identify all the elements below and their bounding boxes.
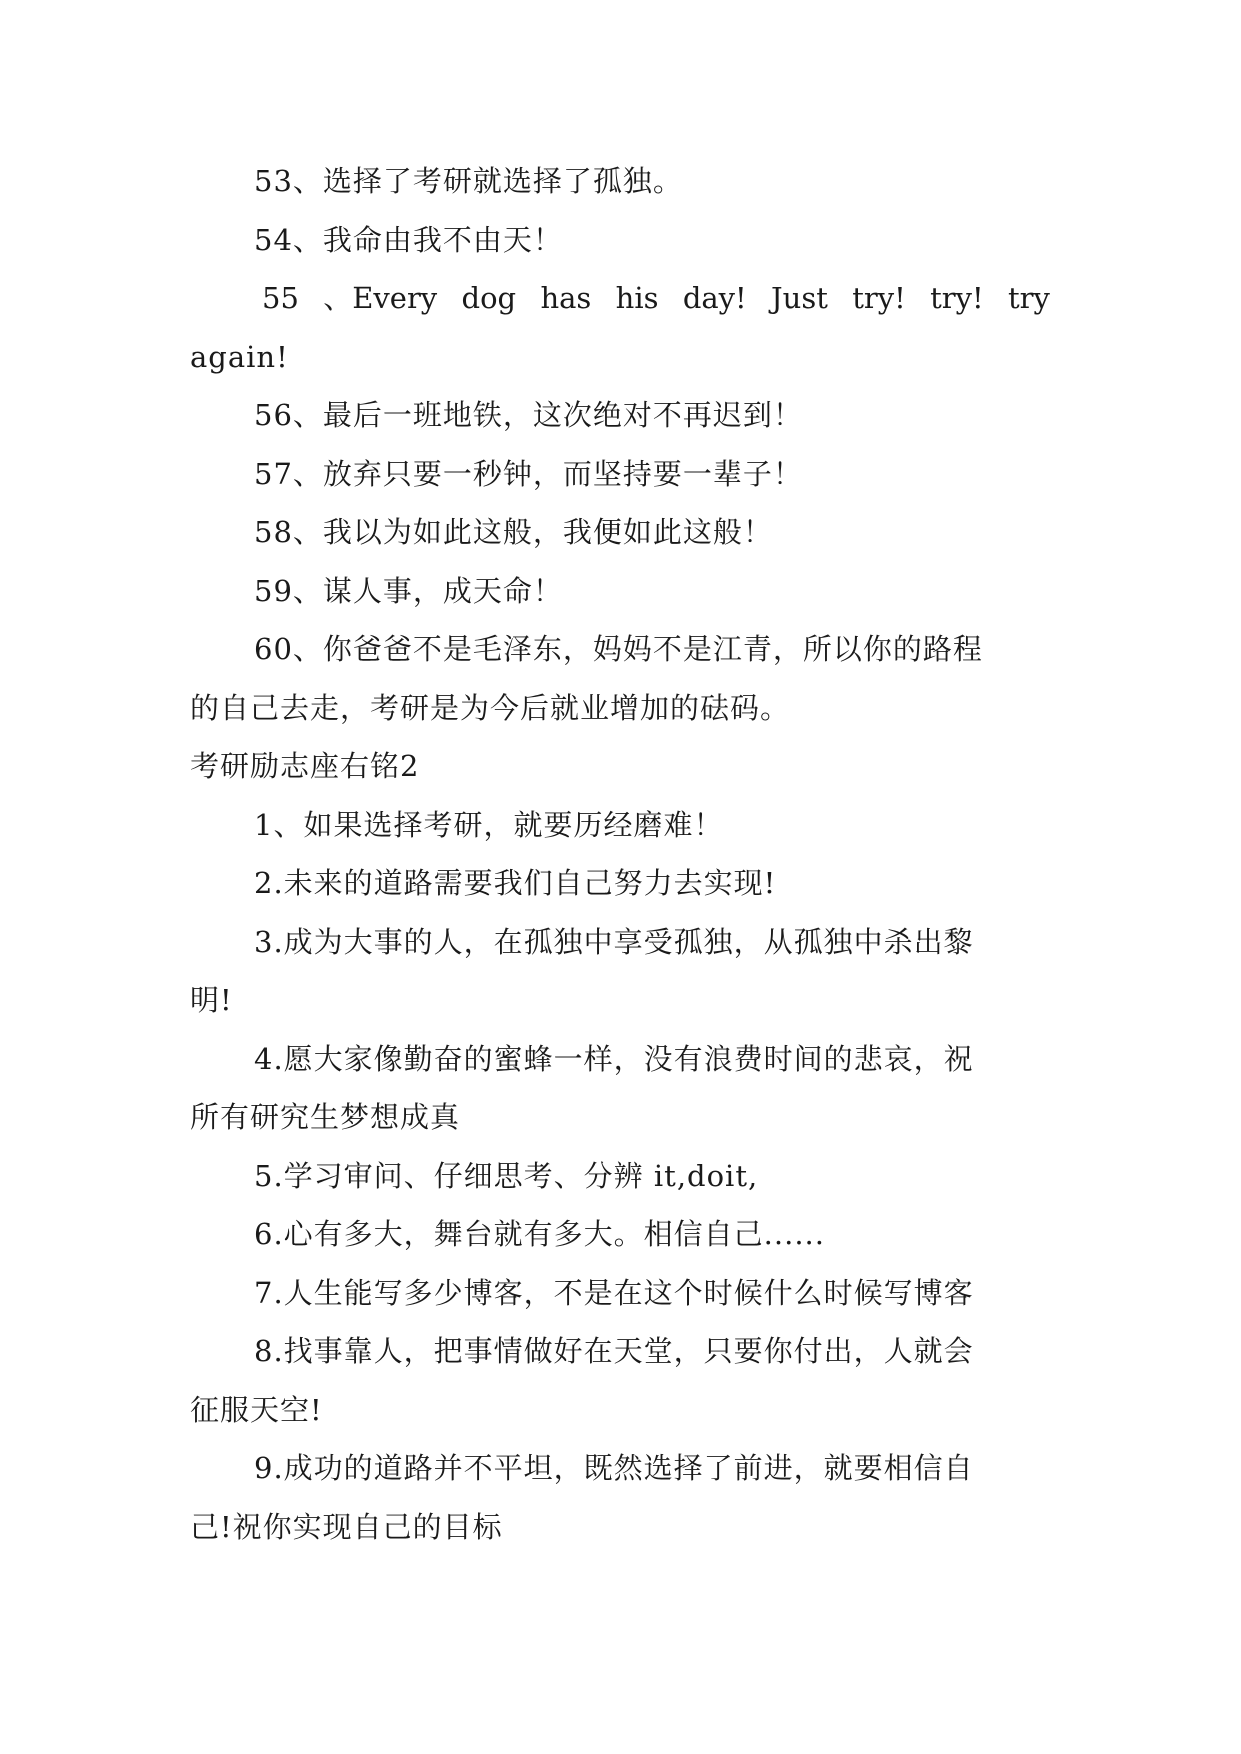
word: 55 — [262, 281, 299, 315]
list-item-53: 53、选择了考研就选择了孤独。 — [254, 164, 683, 198]
word: try! — [930, 281, 984, 315]
list-item-58: 58、我以为如此这般，我便如此这般！ — [254, 515, 773, 549]
word: has — [540, 281, 592, 315]
word: try — [1007, 281, 1050, 315]
list-item-56: 56、最后一班地铁，这次绝对不再迟到！ — [254, 398, 803, 432]
list-item-2: 2.未来的道路需要我们自己努力去实现! — [254, 866, 777, 900]
word: dog — [461, 281, 517, 315]
document-body — [190, 152, 1050, 1556]
list-item-54: 54、我命由我不由天！ — [254, 222, 563, 257]
list-item-9: 9.成功的道路并不平坦，既然选择了前进，就要相信自 — [254, 1451, 974, 1485]
list-item-6: 6.心有多大，舞台就有多大。相信自己...... — [254, 1217, 825, 1251]
list-item-57: 57、放弃只要一秒钟，而坚持要一辈子！ — [254, 456, 803, 491]
word: his — [615, 281, 659, 315]
list-item-3-continuation: 明! — [190, 983, 233, 1017]
list-item-5: 5.学习审问、仔细思考、分辨 it,doit, — [254, 1158, 759, 1193]
word: try! — [852, 281, 906, 315]
list-item-7: 7.人生能写多少博客，不是在这个时候什么时候写博客 — [254, 1275, 974, 1310]
list-item-59: 59、谋人事，成天命！ — [254, 573, 563, 608]
section-heading: 考研励志座右铭2 — [190, 749, 420, 783]
list-item-55-continuation: again! — [190, 339, 289, 374]
list-item-60: 60、你爸爸不是毛泽东，妈妈不是江青，所以你的路程 — [254, 632, 983, 666]
list-item-8-continuation: 征服天空! — [190, 1392, 323, 1427]
list-item-1: 1、如果选择考研，就要历经磨难！ — [254, 807, 724, 842]
list-item-8: 8.找事靠人，把事情做好在天堂，只要你付出，人就会 — [254, 1334, 974, 1368]
word: day! — [682, 281, 747, 315]
word: 、Every — [323, 281, 438, 315]
list-item-4: 4.愿大家像勤奋的蜜蜂一样，没有浪费时间的悲哀，祝 — [254, 1041, 974, 1076]
list-item-60-continuation: 的自己去走，考研是为今后就业增加的砝码。 — [190, 690, 791, 725]
list-item-4-continuation: 所有研究生梦想成真 — [190, 1100, 461, 1134]
list-item-9-continuation: 己!祝你实现自己的目标 — [190, 1509, 503, 1544]
list-item-55 — [190, 269, 1050, 328]
list-item-3: 3.成为大事的人，在孤独中享受孤独，从孤独中杀出黎 — [254, 924, 974, 959]
word: Just — [771, 281, 828, 315]
